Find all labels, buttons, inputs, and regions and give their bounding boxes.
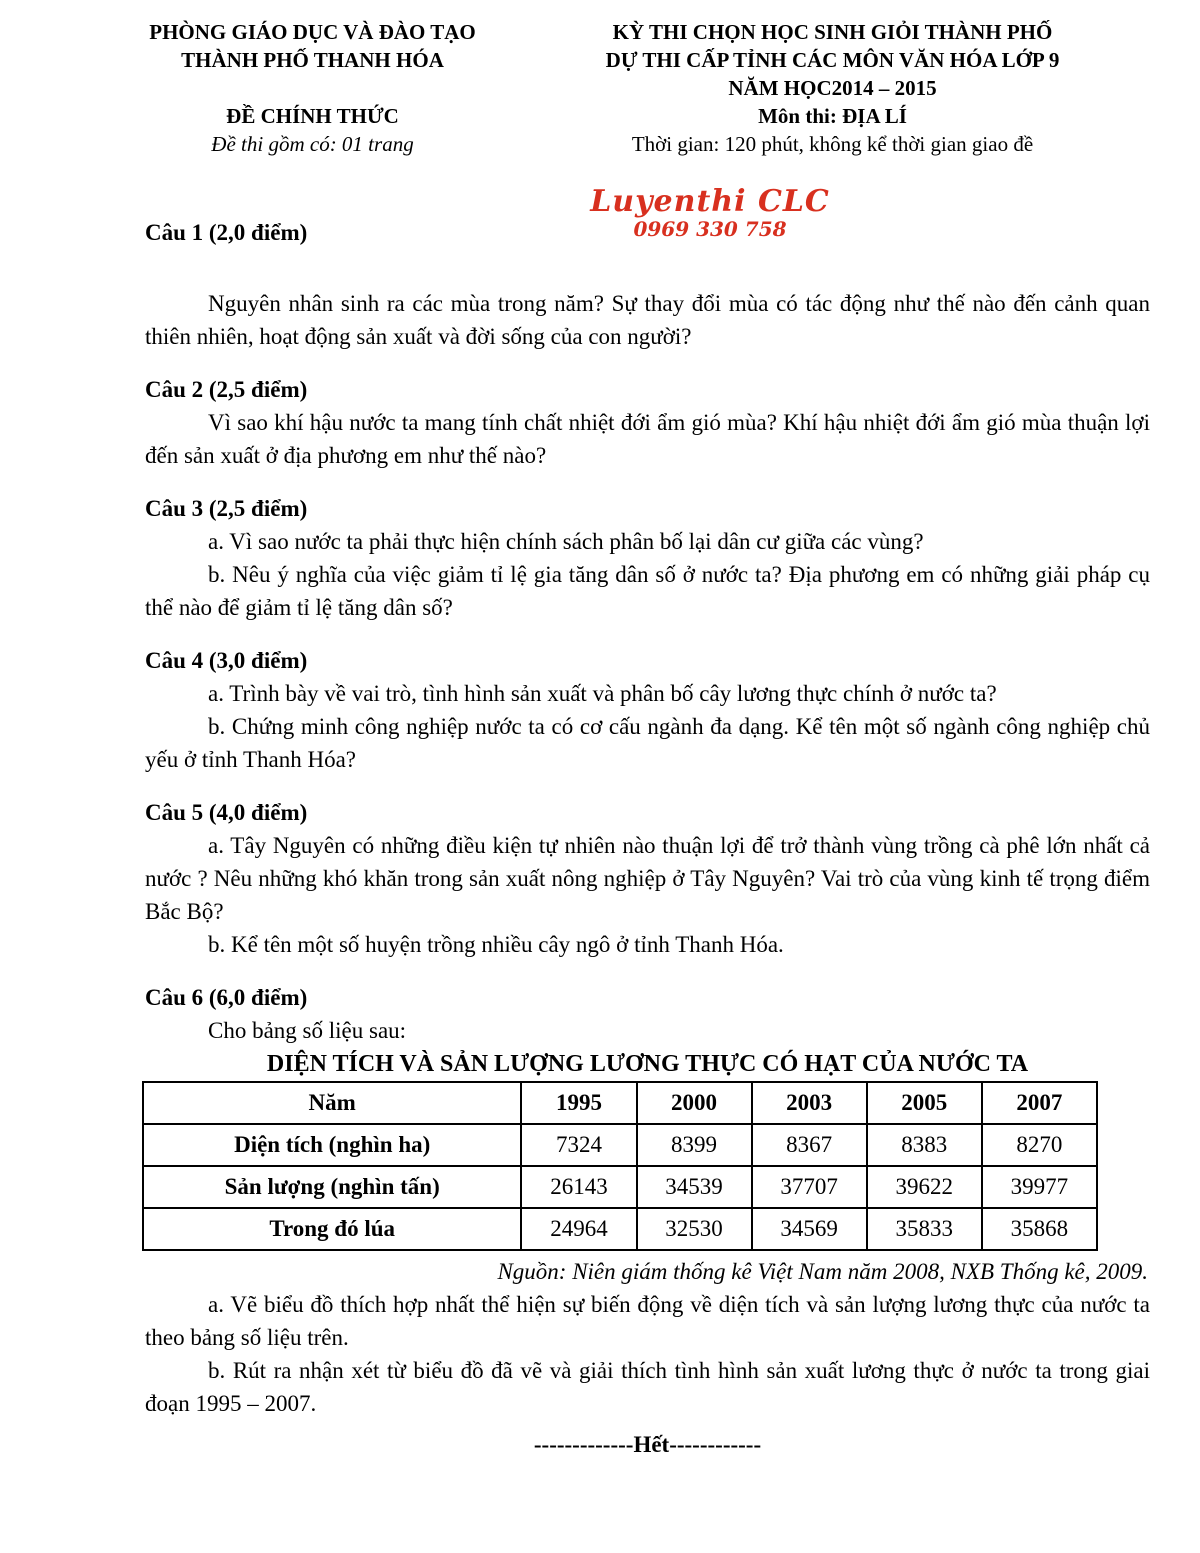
- table-header-row: [143, 1082, 1097, 1124]
- table-row-label: Trong đó lúa: [143, 1208, 521, 1250]
- exam-subject: Môn thi: ĐỊA LÍ: [758, 104, 907, 128]
- table-cell: 8399: [637, 1124, 752, 1166]
- table-header-cell: Năm: [143, 1082, 521, 1124]
- table-row-label: Diện tích (nghìn ha): [143, 1124, 521, 1166]
- question-3-part-b: b. Nêu ý nghĩa của việc giảm tỉ lệ gia tăng dân số ở nước ta? Địa phương em có những giải pháp cụ thể nào để giảm tỉ lệ tăng dân số?: [145, 562, 1150, 620]
- question-6-title: Câu 6 (6,0 điểm): [145, 985, 308, 1010]
- table-row: [143, 1208, 1097, 1250]
- table-row-label: Sản lượng (nghìn tấn): [143, 1166, 521, 1208]
- data-table-title: DIỆN TÍCH VÀ SẢN LƯỢNG LƯƠNG THỰC CÓ HẠT CỦA NƯỚC TA: [266, 1051, 1029, 1077]
- table-cell: 24964: [521, 1208, 636, 1250]
- question-5-part-a: a. Tây Nguyên có những điều kiện tự nhiên nào thuận lợi để trở thành vùng trồng cà phê lớn nhất cả nước ? Nêu những khó khăn trong sản xuất nông nghiệp ở Tây Nguyên? Vai trò của vùng kinh tế trọng điểm Bắc Bộ?: [145, 833, 1150, 924]
- table-cell: 34569: [752, 1208, 867, 1250]
- table-cell: 32530: [637, 1208, 752, 1250]
- watermark-stamp: [580, 186, 840, 240]
- question-6-intro: Cho bảng số liệu sau:: [208, 1018, 407, 1043]
- table-cell: 35868: [982, 1208, 1097, 1250]
- question-6-part-b: b. Rút ra nhận xét từ biểu đồ đã vẽ và giải thích tình hình sản xuất lương thực ở nước ta trong giai đoạn 1995 – 2007.: [145, 1358, 1150, 1416]
- office-line1: PHÒNG GIÁO DỤC VÀ ĐÀO TẠO: [149, 20, 476, 44]
- question-4: [145, 644, 1150, 776]
- table-cell: 34539: [637, 1166, 752, 1208]
- question-2: [145, 373, 1150, 472]
- question-5-part-b: b. Kể tên một số huyện trồng nhiều cây ngô ở tỉnh Thanh Hóa.: [208, 932, 784, 957]
- watermark-phone: 0969 330 758: [633, 217, 787, 241]
- exam-title-line1: KỲ THI CHỌN HỌC SINH GIỎI THÀNH PHỐ: [612, 20, 1053, 44]
- table-header-cell: 2005: [867, 1082, 982, 1124]
- question-2-text: Vì sao khí hậu nước ta mang tính chất nhiệt đới ẩm gió mùa? Khí hậu nhiệt đới ẩm gió mùa thuận lợi đến sản xuất ở địa phương em như thế nào?: [145, 410, 1150, 468]
- pages-note: Đề thi gồm có: 01 trang: [211, 132, 414, 156]
- table-cell: 39622: [867, 1166, 982, 1208]
- end-marker: -------------Hết------------: [533, 1432, 762, 1457]
- table-cell: 26143: [521, 1166, 636, 1208]
- header-exam-info: [515, 18, 1150, 158]
- question-6: [145, 981, 1150, 1420]
- data-table: [142, 1081, 1098, 1251]
- question-1-title: Câu 1 (2,0 điểm): [145, 220, 308, 245]
- exam-duration: Thời gian: 120 phút, không kể thời gian giao đề: [631, 132, 1034, 156]
- question-4-part-b: b. Chứng minh công nghiệp nước ta có cơ cấu ngành đa dạng. Kể tên một số ngành công nghiệp chủ yếu ở tỉnh Thanh Hóa?: [145, 714, 1150, 772]
- table-cell: 37707: [752, 1166, 867, 1208]
- table-cell: 35833: [867, 1208, 982, 1250]
- header-issuing-office: [120, 18, 505, 158]
- question-5: [145, 796, 1150, 961]
- watermark-brand: Luyenthi CLC: [590, 184, 830, 219]
- table-row: [143, 1166, 1097, 1208]
- question-3-part-a: a. Vì sao nước ta phải thực hiện chính sách phân bố lại dân cư giữa các vùng?: [208, 529, 924, 554]
- question-1-text: Nguyên nhân sinh ra các mùa trong năm? Sự thay đổi mùa có tác động như thế nào đến cảnh quan thiên nhiên, hoạt động sản xuất và đời sống của con người?: [145, 291, 1150, 349]
- table-header-cell: 1995: [521, 1082, 636, 1124]
- table-header-cell: 2003: [752, 1082, 867, 1124]
- question-2-title: Câu 2 (2,5 điểm): [145, 377, 308, 402]
- exam-title-line2: DỰ THI CẤP TỈNH CÁC MÔN VĂN HÓA LỚP 9: [605, 48, 1060, 72]
- exam-type-label: ĐỀ CHÍNH THỨC: [226, 104, 399, 128]
- question-5-title: Câu 5 (4,0 điểm): [145, 800, 308, 825]
- question-4-part-a: a. Trình bày về vai trò, tình hình sản xuất và phân bố cây lương thực chính ở nước ta?: [208, 681, 997, 706]
- table-cell: 8367: [752, 1124, 867, 1166]
- table-header-cell: 2007: [982, 1082, 1097, 1124]
- question-3: [145, 492, 1150, 624]
- table-cell: 8383: [867, 1124, 982, 1166]
- office-line2: THÀNH PHỐ THANH HÓA: [181, 48, 444, 72]
- question-6-part-a: a. Vẽ biểu đồ thích hợp nhất thể hiện sự biến động về diện tích và sản lượng lương thực của nước ta theo bảng số liệu trên.: [145, 1292, 1150, 1350]
- question-3-title: Câu 3 (2,5 điểm): [145, 496, 308, 521]
- table-cell: 7324: [521, 1124, 636, 1166]
- table-cell: 8270: [982, 1124, 1097, 1166]
- page-header: [145, 18, 1150, 158]
- table-header-cell: 2000: [637, 1082, 752, 1124]
- exam-year: NĂM HỌC2014 – 2015: [728, 76, 937, 100]
- table-source: Nguồn: Niên giám thống kê Việt Nam năm 2008, NXB Thống kê, 2009.: [497, 1259, 1148, 1284]
- question-4-title: Câu 4 (3,0 điểm): [145, 648, 308, 673]
- table-row: [143, 1124, 1097, 1166]
- table-cell: 39977: [982, 1166, 1097, 1208]
